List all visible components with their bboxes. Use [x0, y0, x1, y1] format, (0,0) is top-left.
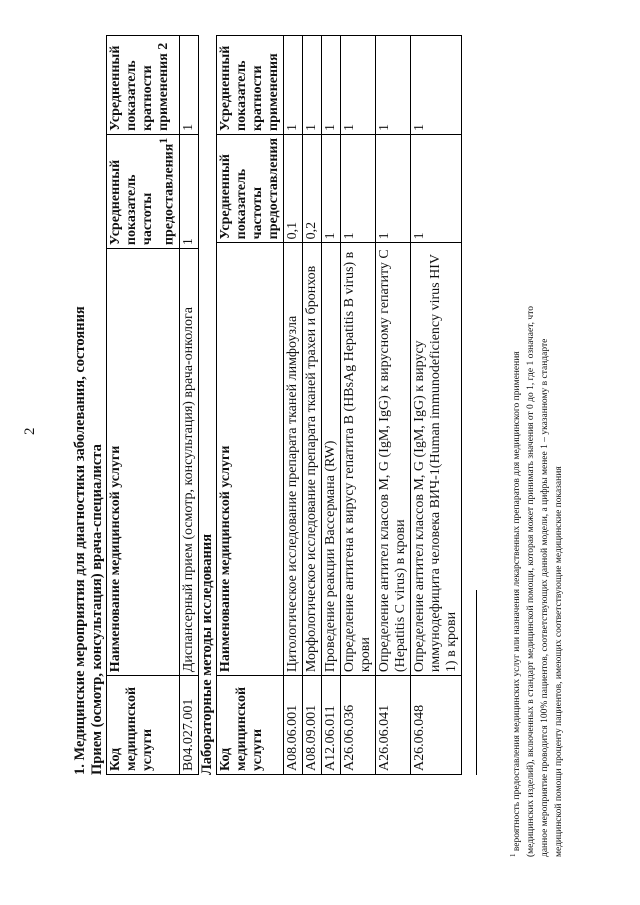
header-multiplicity: Усредненный показатель кратности применения	[216, 36, 283, 135]
lab-header-row	[216, 36, 283, 775]
cell-code: A26.06.048	[410, 676, 461, 775]
footnote-ref-1: 1	[157, 137, 170, 144]
consult-subtitle: Прием (осмотр, консультация) врача-специалиста	[89, 444, 105, 775]
header-multiplicity: Усредненный показатель кратности применения 2	[107, 36, 180, 135]
cell-frequency: 1	[410, 134, 461, 242]
cell-frequency: 0,1	[283, 134, 302, 242]
cell-multiplicity: 1	[410, 36, 461, 135]
cell-name: Морфологическое исследование препарата тканей трахеи и бронхов	[302, 243, 321, 676]
cell-frequency: 1	[340, 134, 375, 242]
header-frequency: Усредненный показатель частоты предоставления$^1$	[107, 134, 180, 248]
cell-code: A26.06.036	[340, 676, 375, 775]
cell-multiplicity: 1	[340, 36, 375, 135]
footnote-text: вероятность предоставления медицинских услуг или назначения лекарственных препаратов для медицинского применения (медицинских изделий), включенных в стандарт медицинской помощи, которая может принимать значения от 0 до 1, где 1 означает, что данное мероприятие проводится 100% пациентов, соответствующих данной модели, а цифры менее 1 – указанному в стандарте медицинской помощи проценту пациентов, имеющих соответствующие медицинские показания	[512, 306, 565, 857]
table-row	[340, 36, 375, 775]
header-code: Код медицинской услуги	[216, 676, 283, 775]
cell-code: A26.06.041	[375, 676, 410, 775]
cell-multiplicity: 1	[375, 36, 410, 135]
section-title: 1. Медицинские мероприятия для диагностики заболевания, состояния	[72, 306, 88, 775]
cell-multiplicity: 1	[321, 36, 340, 135]
lab-table	[216, 35, 462, 775]
table-row	[410, 36, 461, 775]
document-body	[72, 35, 477, 775]
cell-multiplicity: 1	[302, 36, 321, 135]
cell-name: Определение антител классов М, G (IgM, IgG) к вирусному гепатиту С (Hepatitis С virus) в крови	[375, 243, 410, 676]
header-name: Наименование медицинской услуги	[216, 243, 283, 676]
footnote	[506, 297, 566, 857]
page-number: 2	[22, 427, 38, 435]
cell-code: B04.027.001	[179, 676, 198, 775]
table-row	[283, 36, 302, 775]
cell-name: Определение антител классов М, G (IgM, IgG) к вирусу иммунодефицита человека ВИЧ-1(Human immunodeficiency virus HIV 1) в крови	[410, 243, 461, 676]
table-row	[302, 36, 321, 775]
header-code: Код медицинской услуги	[107, 676, 180, 775]
cell-frequency: 1	[321, 134, 340, 242]
cell-code: A08.09.001	[302, 676, 321, 775]
cell-multiplicity: 1	[179, 36, 198, 135]
cell-code: A08.06.001	[283, 676, 302, 775]
table-row	[179, 36, 198, 775]
cell-name: Определение антигена к вирусу гепатита В (HBsAg Hepatitis В virus) в крови	[340, 243, 375, 676]
cell-name: Цитологическое исследование препарата тканей лимфоузла	[283, 243, 302, 676]
footnote-divider	[476, 590, 477, 775]
cell-multiplicity: 1	[283, 36, 302, 135]
footnote-marker: 1	[509, 853, 517, 857]
cell-name: Проведение реакции Вассермана (RW)	[321, 243, 340, 676]
table-row	[375, 36, 410, 775]
cell-frequency: 1	[375, 134, 410, 242]
cell-code: A12.06.011	[321, 676, 340, 775]
consult-header-row	[107, 36, 180, 775]
table-row	[321, 36, 340, 775]
cell-frequency: 1	[179, 134, 198, 248]
consult-table	[106, 35, 199, 775]
header-name: Наименование медицинской услуги	[107, 249, 180, 676]
cell-frequency: 0,2	[302, 134, 321, 242]
header-frequency: Усредненный показатель частоты предоставления	[216, 134, 283, 242]
footnote-ref-2: 2	[156, 42, 171, 50]
lab-subtitle: Лабораторные методы исследования	[198, 533, 215, 775]
cell-name: Диспансерный прием (осмотр, консультация) врача-онколога	[179, 249, 198, 676]
